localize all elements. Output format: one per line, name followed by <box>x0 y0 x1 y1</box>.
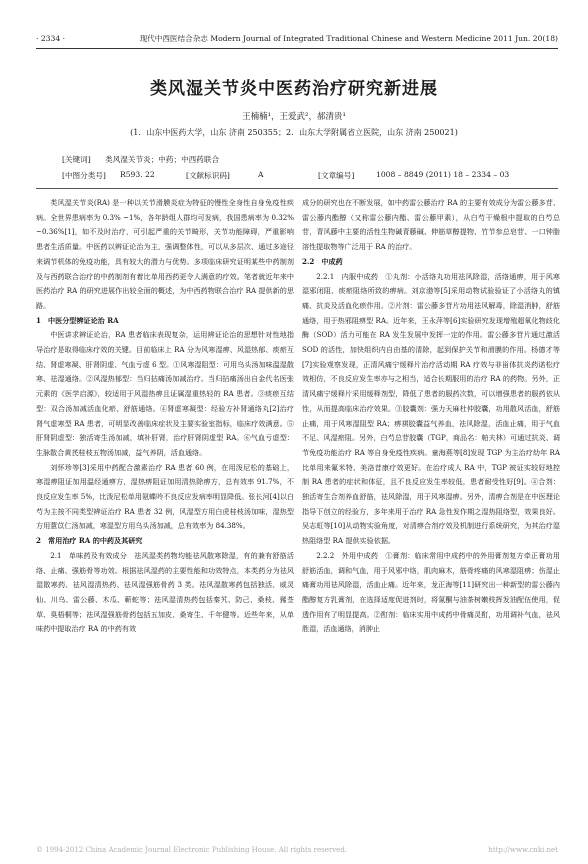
body-paragraph: 类风湿关节炎(RA) 是一种以关节滑膜炎症为特征的慢性全身性自身免疫性疾病。全世界患病率为 0.3% ~1%，各年龄组人群均可发病，我国患病率为 0.32% ~0.36%[1]，如不及时治疗，可引起严重的关节畸形，关节功能障碍，严重影响患者生活质量。中医药以辨证论治为主，强调整体性，可以从多层次、通过多途径来调节机体的免疫功能，具有较大的潜力与优势。多项临床研究证明某些中药制剂及与西药联合治疗的中药制剂有着比单用西药更令人满意的疗效。笔者就近年来中医药治疗 RA 的研究进展作出较全面的概述，为中西药物联合治疗 RA 提供新的思路。 <box>36 198 294 310</box>
doc-code-value: A <box>258 170 264 179</box>
body-paragraph: 2.2.1 内服中成药 ①丸剂：小活络丸功用祛风除湿，活络通痹，用于风寒湿邪闭阻、痰瘀阻络所致的痹病。刘京渤等[5]采用动物试验验证了小活络丸的镇痛、抗炎及活血化瘀作用。②片剂：雷公藤多苷片功用祛风解毒，除湿消肿，舒筋通络，用于热邪阻痹型 RA。近年来，王永萍等[6]实验研究发现增殖超氧化物歧化酶（SOD）活力可能在 RA 发生发展中发挥一定的作用。雷公藤多苷片通过激活 SOD 的活性，加快组织内自由基的清除，起到保护关节和滑膜的作用。杨德才等[7]实验观察发现，正清风痛宁缓释片治疗活动期 RA 疗效与非甾体抗炎药诺松疗效相仿，不良反应发生率亦与之相当，适合长期服用的治疗 RA 的药物。另外，正清风痛宁缓释片采用缓释剂型，降低了患者的服药次数，可以增强患者的服药依从性，从而提高临床治疗效果。③胶囊剂：强力天麻杜仲胶囊，功用散风活血，舒筋止痛，用于风寒湿阻型 RA；痹祺胶囊益气养血，祛风除湿，活血止痛，用于气血不足、风湿瘀阻。另外，白芍总苷胶囊（TGP，商品名：帕夫林）可通过抗炎、调节免疫功能治疗 RA 等自身免疫性疾病。童海燕等[8]发现 TGP 为主治疗幼年 RA 比单用来氟米特、美洛昔康疗效更好。在治疗成人 RA 中，TGP 被证实较好地控制 RA 患者的症状和体征，且不良反应发生率较低，患者耐受性好[9]。④合剂：独活寄生合剂养血舒筋，祛风除湿，用于风寒湿痹。另外，清痹合剂是在中医理论指导下创立的经验方，多年来用于治疗 RA 急性发作期之湿热阻络型，效果良好。吴志虹等[10]从动物实验角度，对清痹合剂疗效及机制进行系统研究，为其治疗湿热阻络型 RA 提供实验依据。 <box>302 271 560 546</box>
section-heading: 2 常用治疗 RA 的中药及其研究 <box>36 536 143 546</box>
section-heading: 1 中医分型辨证论治 RA <box>36 315 119 325</box>
affiliations: (1．山东中医药大学，山东 济南 250355；2．山东大学附属省立医院，山东 济南 250021) <box>130 128 458 137</box>
clc-value: R593. 22 <box>120 170 155 179</box>
footer-copyright: © 1994-2012 China Academic Journal Electronic Publishing House. All rights reserved. <box>36 846 348 854</box>
body-paragraph: 中医讲求辨证论治，RA 患者临床表现复杂，运用辨证论治的思想针对性地指导治疗是取得临床疗效的关键。目前临床上 RA 分为风寒湿痹、风湿热郁、痰瘀互结、肾虚寒凝、肝肾阴虚、气血亏虚 6 型。①风寒湿阻型：可用乌头汤加味温湿散寒、祛湿通络。②风湿热郁型：当归拈痛汤加减治疗。当归拈痛汤出自金代名医张元素的《医学启源》，较适用于风湿热痹且证属湿重热轻的 RA 患者。③痰瘀互结型：双合汤加减活血化瘀、舒筋通络。④肾虚寒凝型：经验方补肾通络丸[2]治疗肾气虚寒型 RA 患者，可明显改善临床症状及主要实验室指标，临床疗效满意。⑤肝肾阴虚型：独活寄生汤加减，填补肝肾，治疗肝肾阴虚型 RA。⑥气血亏虚型：生脉散合黄芪桂枝五物汤加减，益气养阴，活血通络。 <box>36 330 294 457</box>
right-column <box>302 196 560 836</box>
keywords-text: 类风湿关节炎；中药；中西药联合 <box>105 155 220 164</box>
running-header <box>36 32 558 48</box>
doc-code-label: [文献标识码] <box>186 171 230 180</box>
body-paragraph: 2.1 单味药及有效成分 祛风湿类药物均能祛风散寒除湿，有的兼有舒筋活络、止痛、强筋骨等功效。根据祛风湿药的主要性能和功效特点，本类药分为祛风湿散寒药、祛风湿清热药、祛风湿强筋骨药 3 类。祛风湿散寒药包括独活、威灵仙、川乌、雷公藤、木瓜、蕲蛇等；祛风湿清热药包括秦艽、防己、桑枝、豨莶草、臭梧桐等；祛风湿强筋骨药包括五加皮、桑寄生、千年健等。近些年来，从单味药中提取治疗 RA 的中药有效 <box>36 550 294 634</box>
journal-name: 现代中西医结合杂志 Modern Journal of Integrated Traditional Chinese and Western Medicine 2011 Jun. 20(18) <box>139 34 558 43</box>
article-no-label: [文章编号] <box>318 171 355 180</box>
page-footer <box>36 846 558 858</box>
section-heading: 2.2 中成药 <box>302 256 343 266</box>
article-no-value: 1008 – 8849 (2011) 18 – 2334 – 03 <box>376 170 510 179</box>
footer-url: http://www.cnki.net <box>488 846 558 854</box>
keywords-label: [关键词] <box>62 155 91 164</box>
article-title: 类风湿关节炎中医药治疗研究新进展 <box>150 79 438 99</box>
body-paragraph: 刘怀珍等[3]采用中药配合激素治疗 RA 患者 60 例，在用泼尼松的基础上，寒湿痹阻证加用温经通痹方，湿热痹阻证加用清热除痹方，总有效率 91.7%，不良反应发生率 5%，比泼尼松单用氨蝶呤不良反应发病率明显降低。张长河[4]以白芍为主按不同类型辨证治疗 RA 患者 32 例，风湿型方用白虎桂枝汤加味，湿热型方用薏苡仁汤加减，寒湿型方用乌头汤加减，总有效率为 84.38%。 <box>36 462 294 531</box>
classification-line <box>62 170 528 182</box>
header-rule <box>36 48 558 49</box>
keywords-line <box>62 154 219 165</box>
clc-label: [中图分类号] <box>62 171 106 180</box>
left-column <box>36 196 294 836</box>
body-paragraph: 2.2.2 外用中成药 ①膏剂：临床常用中成药中的外用膏剂复方牵正膏功用舒筋活血，调和气血，用于风邪中络，肌肉麻木，筋骨疼痛的风寒湿阻痹；伤湿止痛膏功用祛风除湿，活血止痛。近年来，龙正海等[11]研究出一种新型的雷公藤内酯醇复方乳膏剂，在选择适度促进剂时，将氮酮与油茶树嫩枝挥发油配伍使用，促透作用有了明显提高。②酊剂：临床实用中成药中骨痛灵酊，功用调补气血，祛风胜湿，活血通络，消肿止 <box>302 550 560 634</box>
body-paragraph: 成分的研究也在不断发展，如中药雷公藤治疗 RA 的主要有效成分为雷公藤多苷、雷公藤内酯醇（又称雷公藤内酯、雷公藤甲素），从白芍干燥根中提取的白芍总苷，青风藤中主要的活性生物碱青藤碱、伸筋草醇提物、竹节参总皂苷、一口钟脂溶性提取物等广泛用于 RA 的治疗。 <box>302 198 560 252</box>
abstract-rule <box>36 188 558 189</box>
author-list: 王楠楠¹，王爱武²，郝清贵¹ <box>242 112 346 122</box>
page-number: · 2334 · <box>36 34 65 43</box>
